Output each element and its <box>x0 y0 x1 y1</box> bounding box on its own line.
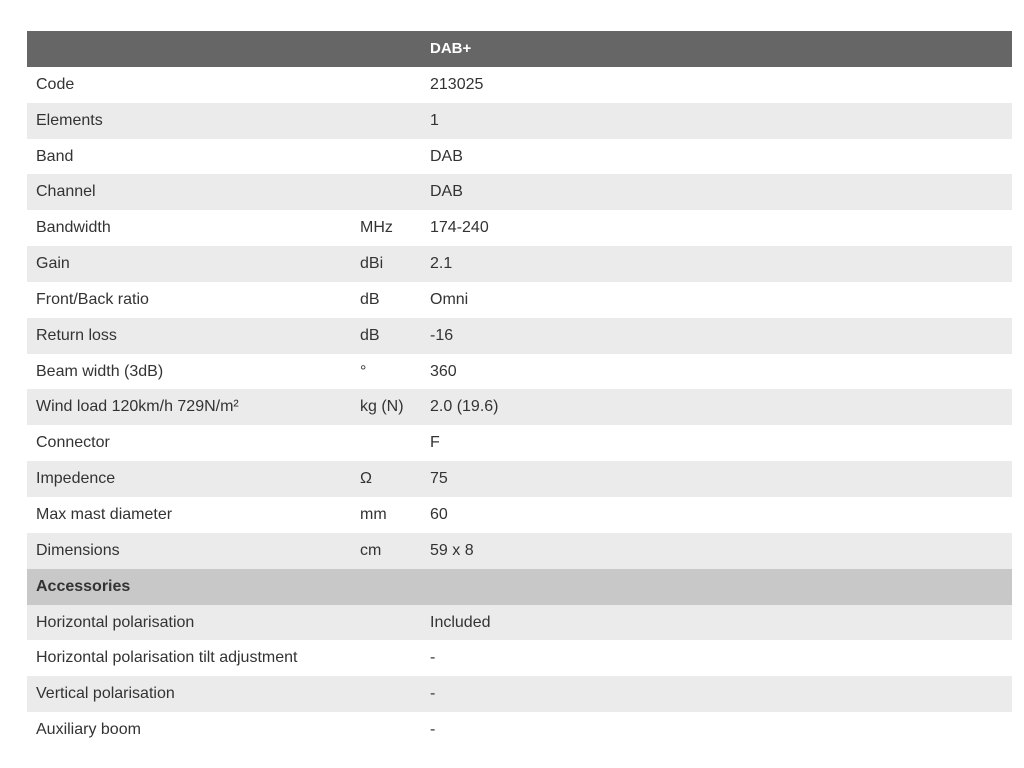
table-header-row <box>27 31 1012 67</box>
spec-row-band <box>27 139 1012 175</box>
spec-value: 59 x 8 <box>421 533 1012 569</box>
spec-unit: cm <box>351 533 421 569</box>
spec-unit: dBi <box>351 246 421 282</box>
spec-label: Code <box>27 67 351 103</box>
spec-value: 1 <box>421 103 1012 139</box>
spec-row-beam-width <box>27 354 1012 390</box>
spec-value: DAB <box>421 174 1012 210</box>
spec-unit <box>351 425 421 461</box>
accessory-unit <box>351 605 421 641</box>
spec-value: 2.1 <box>421 246 1012 282</box>
accessory-label: Horizontal polarisation tilt adjustment <box>27 640 351 676</box>
header-label-cell <box>27 31 351 67</box>
spec-row-return-loss <box>27 318 1012 354</box>
spec-unit: dB <box>351 282 421 318</box>
accessory-value: - <box>421 640 1012 676</box>
spec-row-bandwidth <box>27 210 1012 246</box>
spec-value: 2.0 (19.6) <box>421 389 1012 425</box>
spec-unit: Ω <box>351 461 421 497</box>
accessory-unit <box>351 712 421 748</box>
spec-row-channel <box>27 174 1012 210</box>
spec-row-connector <box>27 425 1012 461</box>
spec-row-code <box>27 67 1012 103</box>
spec-row-front-back-ratio <box>27 282 1012 318</box>
spec-row-wind-load <box>27 389 1012 425</box>
spec-row-gain <box>27 246 1012 282</box>
spec-value: F <box>421 425 1012 461</box>
spec-label: Elements <box>27 103 351 139</box>
accessory-label: Auxiliary boom <box>27 712 351 748</box>
spec-value: 213025 <box>421 67 1012 103</box>
spec-label: Band <box>27 139 351 175</box>
accessory-label: Vertical polarisation <box>27 676 351 712</box>
accessory-row-tilt-adjustment <box>27 640 1012 676</box>
spec-value: 75 <box>421 461 1012 497</box>
spec-label: Channel <box>27 174 351 210</box>
accessory-unit <box>351 676 421 712</box>
accessory-value: Included <box>421 605 1012 641</box>
spec-label: Wind load 120km/h 729N/m² <box>27 389 351 425</box>
spec-label: Beam width (3dB) <box>27 354 351 390</box>
spec-table <box>27 31 1012 748</box>
spec-row-impedence <box>27 461 1012 497</box>
spec-value: 174-240 <box>421 210 1012 246</box>
spec-value: DAB <box>421 139 1012 175</box>
spec-label: Connector <box>27 425 351 461</box>
accessory-unit <box>351 640 421 676</box>
spec-label: Front/Back ratio <box>27 282 351 318</box>
spec-row-elements <box>27 103 1012 139</box>
spec-label: Max mast diameter <box>27 497 351 533</box>
spec-unit <box>351 139 421 175</box>
accessory-row-horizontal-polarisation <box>27 605 1012 641</box>
spec-unit <box>351 103 421 139</box>
spec-unit <box>351 174 421 210</box>
spec-unit: ° <box>351 354 421 390</box>
spec-value: -16 <box>421 318 1012 354</box>
spec-label: Bandwidth <box>27 210 351 246</box>
accessory-row-vertical-polarisation <box>27 676 1012 712</box>
spec-label: Dimensions <box>27 533 351 569</box>
accessory-label: Horizontal polarisation <box>27 605 351 641</box>
spec-unit <box>351 67 421 103</box>
spec-unit: MHz <box>351 210 421 246</box>
spec-value: 60 <box>421 497 1012 533</box>
spec-value: 360 <box>421 354 1012 390</box>
spec-unit: kg (N) <box>351 389 421 425</box>
spec-value: Omni <box>421 282 1012 318</box>
header-value-cell: DAB+ <box>421 31 1012 67</box>
spec-label: Gain <box>27 246 351 282</box>
spec-row-dimensions <box>27 533 1012 569</box>
header-unit-cell <box>351 31 421 67</box>
spec-unit: dB <box>351 318 421 354</box>
accessory-value: - <box>421 676 1012 712</box>
accessories-section-header <box>27 569 1012 605</box>
spec-label: Return loss <box>27 318 351 354</box>
spec-table-body <box>27 31 1012 748</box>
accessory-value: - <box>421 712 1012 748</box>
accessory-row-auxiliary-boom <box>27 712 1012 748</box>
spec-label: Impedence <box>27 461 351 497</box>
spec-unit: mm <box>351 497 421 533</box>
accessories-title: Accessories <box>27 569 1012 605</box>
spec-row-max-mast-diameter <box>27 497 1012 533</box>
